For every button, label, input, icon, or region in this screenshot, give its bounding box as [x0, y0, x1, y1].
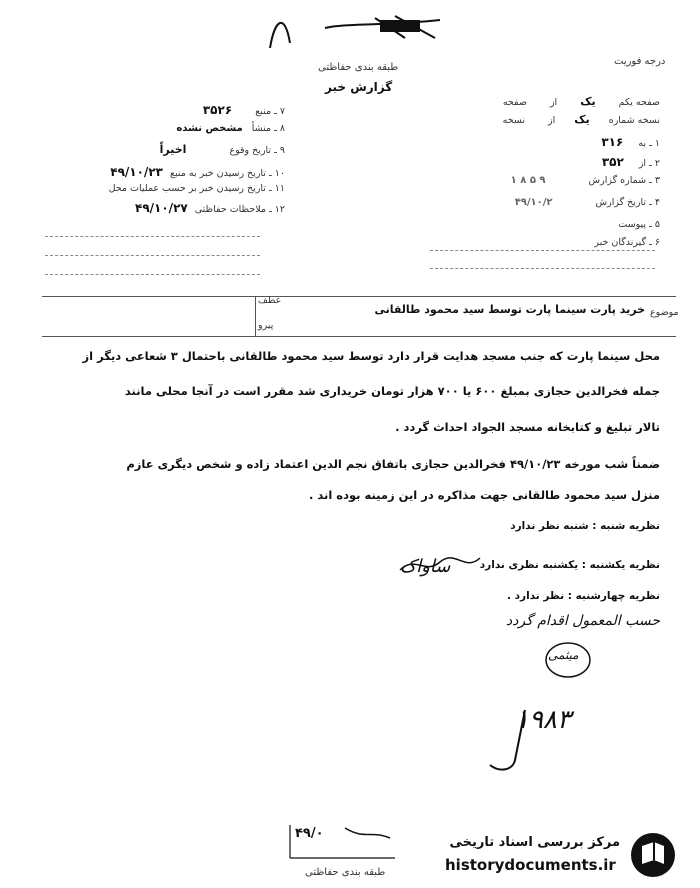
security-notes-label: ۱۲ ـ ملاحظات حفاظتی — [194, 204, 285, 215]
body-line: جمله فخرالدین حجازی بمبلغ ۶۰۰ یا ۷۰۰ هزار تومان خریداری شد مقرر است در آنجا محلی مانند — [124, 384, 660, 398]
body-line: محل سینما پارت که جنب مسجد هدایت قرار دارد توسط سید محمود طالقانی باحتمال ۳ شعاعی دیگر از — [82, 349, 660, 363]
signature-mid: میثمی — [548, 648, 579, 662]
right-fields — [420, 95, 660, 265]
from-value: ۳۵۲ — [601, 155, 624, 169]
note-line: نظریه شنبه : شنبه نظر ندارد — [510, 520, 660, 532]
top-scribble — [265, 8, 445, 58]
source-value: ۳۵۲۶ — [202, 103, 233, 117]
watermark-name: مرکز بررسی اسناد تاریخی — [449, 835, 620, 850]
copy-label: نسخه شماره — [608, 115, 660, 126]
from-label: ۲ ـ از — [638, 158, 660, 169]
watermark-url: historydocuments.ir — [445, 856, 616, 874]
follow-label: پیرو — [258, 320, 274, 331]
subject-label: موضوع — [650, 307, 679, 318]
page-end: صفحه — [502, 97, 527, 108]
blank-line — [45, 255, 260, 256]
page-label: صفحه یکم — [618, 97, 660, 108]
page-value: یک — [580, 95, 596, 108]
body-line: ضمناً شب مورخه ۴۹/۱۰/۲۳ فخرالدین حجازی باتفاق نجم الدین اعتماد زاده و شخص دیگری عازم — [126, 457, 660, 471]
ref-label: عطف — [258, 295, 282, 306]
signature-scribble — [395, 550, 485, 580]
to-value: ۳۱۶ — [601, 135, 624, 149]
received-source-label: ۱۰ ـ تاریخ رسیدن خبر به منبع — [170, 168, 285, 179]
copy-end: نسخه — [502, 115, 525, 126]
left-fields — [20, 103, 285, 223]
report-date-value: ۴۹/۱۰/۲ — [514, 197, 553, 208]
report-number-label: ۳ ـ شماره گزارش — [588, 175, 660, 186]
body-line: تالار تبلیغ و کتابخانه مسجد الجواد احداث گردد . — [395, 420, 660, 434]
note-line: نظریه یکشنبه : یکشنبه نظری ندارد — [479, 559, 660, 571]
blank-line — [430, 268, 655, 269]
divider-line — [255, 296, 256, 336]
subject-value: خرید پارت سینما پارت توسط سید محمود طالقانی — [374, 303, 645, 316]
form-title: گزارش خبر — [325, 80, 393, 94]
note-line: حسب المعمول اقدام گردد — [505, 613, 660, 629]
watermark-logo-icon — [628, 830, 678, 880]
copy-of: از — [548, 115, 556, 126]
page-of: از — [549, 97, 558, 108]
blank-line — [45, 236, 260, 237]
attachment-label: ۵ ـ پیوست — [618, 219, 660, 230]
security-notes-value: ۴۹/۱۰/۲۷ — [135, 201, 188, 215]
recipients-label: ۶ ـ گیرندگان خبر — [594, 237, 660, 248]
divider-line — [42, 296, 676, 297]
blank-line — [45, 274, 260, 275]
received-source-value: ۴۹/۱۰/۲۳ — [110, 165, 163, 179]
report-number-value: ۹ ۵ ۸ ۱ — [510, 175, 546, 186]
note-line: نظریه چهارشنبه : نظر ندارد . — [507, 590, 660, 602]
to-label: ۱ ـ به — [638, 138, 660, 149]
event-date-value: اخیراً — [159, 143, 187, 156]
report-date-label: ۴ ـ تاریخ گزارش — [595, 197, 660, 208]
signature-top: ساواک — [400, 556, 451, 577]
origin-label: ۸ ـ منشأ — [251, 123, 285, 134]
origin-value: مشخص نشده — [176, 123, 243, 134]
divider-line — [42, 336, 676, 337]
blank-line — [430, 250, 655, 251]
received-ops-label: ۱۱ ـ تاریخ رسیدن خبر بر حسب عملیات محل — [108, 183, 285, 194]
copy-value: یک — [574, 113, 590, 126]
classification-top: طبقه بندی حفاظتی — [318, 62, 399, 73]
priority-label: درجه فوریت — [614, 56, 666, 67]
body-line: منزل سید محمود طالقانی جهت مذاکره در این زمینه بوده اند . — [309, 488, 660, 502]
footer-stamp: ۴۹/۰ — [295, 826, 324, 841]
source-label: ۷ ـ منبع — [255, 106, 285, 117]
event-date-label: ۹ ـ تاریخ وقوع — [229, 145, 285, 156]
classification-bottom: طبقه بندی حفاظتی — [305, 867, 386, 878]
handwritten-number: ۱۹۸۳ — [515, 705, 571, 735]
